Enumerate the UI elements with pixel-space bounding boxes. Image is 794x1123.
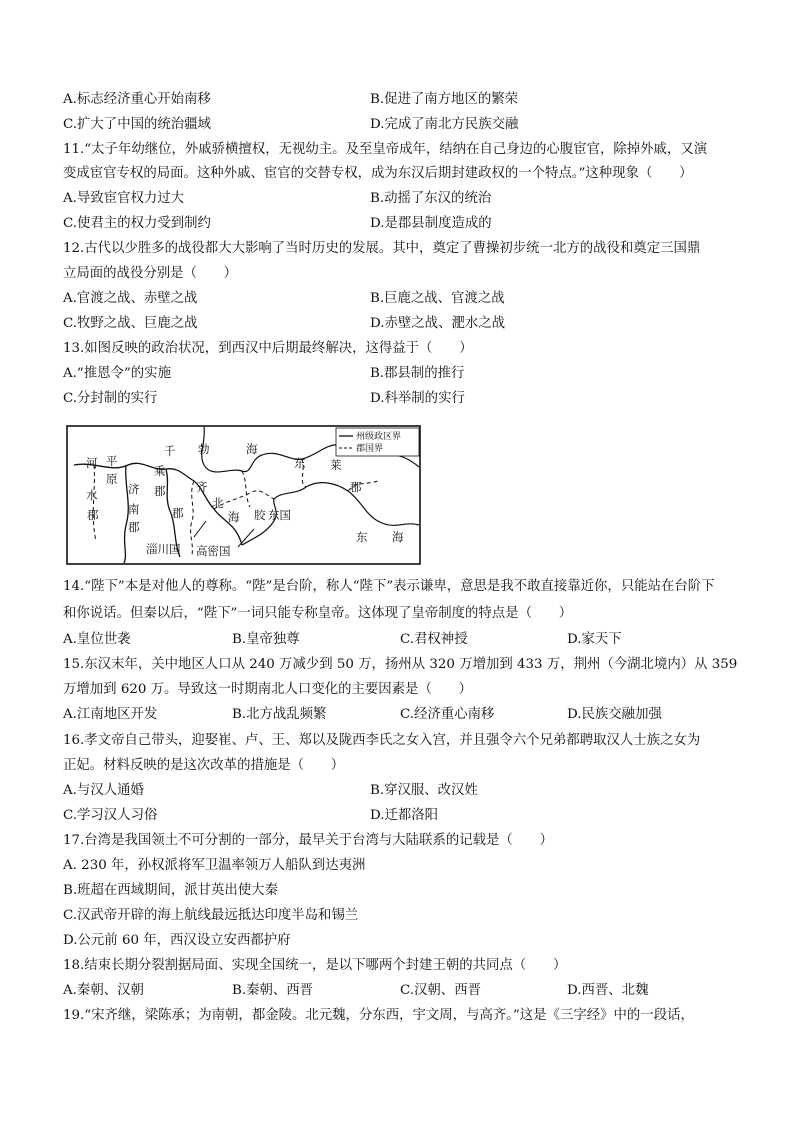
q11-option-c: C.使君主的权力受到制约 xyxy=(63,216,211,231)
q12-option-b: B.巨鹿之战、官渡之战 xyxy=(370,291,505,306)
map-label-cheng: 乘 xyxy=(154,464,166,478)
q14-option-d: D.家天下 xyxy=(567,632,622,647)
map-label-dong: 东 xyxy=(294,456,306,470)
q14-option-a: A.皇位世袭 xyxy=(63,632,131,647)
q16-stem-line2: 正妃。材料反映的是这次改革的措施是（ ） xyxy=(63,758,345,773)
map-label-ping: 平 xyxy=(106,454,118,468)
western-han-fiefdom-map xyxy=(66,425,421,565)
map-label-jiao: 胶 xyxy=(254,508,266,522)
q17-option-a: A. 230 年，孙权派将军卫温率领万人船队到达夷洲 xyxy=(63,858,366,873)
q13-stem: 13.如图反映的政治状况，到西汉中后期最终解决，这得益于（ ） xyxy=(63,341,473,356)
map-label-nan: 南 xyxy=(128,502,140,516)
map-label-yuan: 原 xyxy=(106,472,118,486)
q17-option-b: B.班超在西域期间，派甘英出使大秦 xyxy=(63,883,278,898)
q15-option-a: A.江南地区开发 xyxy=(63,707,158,722)
map-label-gaomi: 高密国 xyxy=(196,544,231,558)
q10-option-c: C.扩大了中国的统治疆域 xyxy=(63,117,211,132)
q12-stem-line2: 立局面的战役分别是（ ） xyxy=(63,266,238,281)
map-label-lai: 莱 xyxy=(330,458,342,472)
map-label-hai2: 海 xyxy=(228,510,240,524)
q16-option-d: D.迁都洛阳 xyxy=(370,808,439,823)
map-label-bei: 北 xyxy=(212,496,224,510)
q16-option-b: B.穿汉服、改汉姓 xyxy=(370,783,478,798)
q14-option-c: C.君权神授 xyxy=(400,632,468,647)
q15-option-b: B.北方战乱频繁 xyxy=(232,707,327,722)
q11-option-d: D.是郡县制度造成的 xyxy=(370,216,492,231)
q14-stem-line2: 和你说话。但秦以后，“陛下”一词只能专称皇帝。这体现了皇帝制度的特点是（ ） xyxy=(63,606,573,621)
q13-option-d: D.科举制的实行 xyxy=(370,391,465,406)
map-label-ji: 济 xyxy=(128,482,140,496)
q15-option-d: D.民族交融加强 xyxy=(567,707,662,722)
q12-option-c: C.牧野之战、巨鹿之战 xyxy=(63,316,198,331)
q15-option-c: C.经济重心南移 xyxy=(400,707,495,722)
q14-stem-line1: 14.“陛下”本是对他人的尊称。“陛”是台阶，称人“陛下”表示谦卑，意思是我不敢直接靠近你，只能站在台阶下 xyxy=(63,579,715,594)
q18-option-d: D.西晋、北魏 xyxy=(567,983,649,998)
q10-option-a: A.标志经济重心开始南移 xyxy=(63,92,211,107)
q16-option-c: C.学习汉人习俗 xyxy=(63,808,158,823)
map-label-jiaodong: 东国 xyxy=(268,508,291,522)
map-label-he: 河 xyxy=(86,456,98,470)
q13-option-a: A.“推恩令”的实施 xyxy=(63,366,171,381)
q15-stem-line1: 15.东汉末年，关中地区人口从 240 万减少到 50 万，扬州从 320 万增加到 433 万，荆州（今湖北境内）从 359 xyxy=(63,657,738,672)
legend-jun-label: 郡国界 xyxy=(356,444,384,454)
q12-option-d: D.赤壁之战、淝水之战 xyxy=(370,316,506,331)
map-label-zichuan: 淄川国 xyxy=(146,542,181,556)
q18-option-c: C.汉朝、西晋 xyxy=(400,983,481,998)
map-label-jun3: 郡 xyxy=(154,484,166,498)
q10-option-d: D.完成了南北方民族交融 xyxy=(370,117,519,132)
q18-option-b: B.秦朝、西晋 xyxy=(232,983,314,998)
q13-option-c: C.分封制的实行 xyxy=(63,391,158,406)
q18-stem: 18.结束长期分裂割据局面、实现全国统一，是以下哪两个封建王朝的共同点（ ） xyxy=(63,958,567,973)
q15-stem-line2: 万增加到 620 万。导致这一时期南北人口变化的主要因素是（ ） xyxy=(63,682,473,697)
q10-option-b: B.促进了南方地区的繁荣 xyxy=(370,92,519,107)
q11-stem-line1: 11.“太子年幼继位，外戚骄横擅权，无视幼主。及至皇帝成年，结纳在自己身边的心腹宦官，除掉外戚，又演 xyxy=(63,142,708,157)
map-label-qi: 齐 xyxy=(196,480,208,494)
map-label-bo: 勃 xyxy=(198,442,210,456)
map-label-jun2: 郡 xyxy=(128,520,140,534)
map-label-jun1: 郡 xyxy=(87,508,99,522)
q13-option-b: B.郡县制的推行 xyxy=(370,366,465,381)
map-label-hai: 海 xyxy=(246,442,258,456)
q11-stem-line2: 变成宦官专权的局面。这种外戚、宦官的交替专权，成为东汉后期封建政权的一个特点。”这种现象（ ） xyxy=(63,166,693,181)
map-label-shui: 水 xyxy=(86,488,98,502)
q16-option-a: A.与汉人通婚 xyxy=(63,783,144,798)
q12-stem-line1: 12.古代以少胜多的战役都大大影响了当时历史的发展。其中，奠定了曹操初步统一北方的战役和奠定三国鼎 xyxy=(63,241,701,256)
q17-stem: 17.台湾是我国领土不可分割的一部分，最早关于台湾与大陆联系的记载是（ ） xyxy=(63,833,553,848)
q17-option-d: D.公元前 60 年，西汉设立安西都护府 xyxy=(63,933,291,948)
q18-option-a: A.秦朝、汉朝 xyxy=(63,983,144,998)
q11-option-b: B.动摇了东汉的统治 xyxy=(370,191,492,206)
q14-option-b: B.皇帝独尊 xyxy=(232,632,300,647)
q17-option-c: C.汉武帝开辟的海上航线最远抵达印度半岛和锡兰 xyxy=(63,908,359,923)
map-label-jun4: 郡 xyxy=(172,506,184,520)
map-label-donghai2: 海 xyxy=(392,530,404,544)
q11-option-a: A.导致宦官权力过大 xyxy=(63,191,185,206)
map-label-donghai1: 东 xyxy=(356,530,368,544)
q12-option-a: A.官渡之战、赤壁之战 xyxy=(63,291,198,306)
q19-stem: 19.“宋齐继，梁陈承；为南朝，都金陵。北元魏，分东西，宇文周，与高齐。”这是《三字经》中的一段话， xyxy=(63,1008,694,1023)
q16-stem-line1: 16.孝文帝自己带头，迎娶崔、卢、王、郑以及陇西李氏之女入宫，并且强令六个兄弟都聘取汉人士族之女为 xyxy=(63,733,701,748)
legend-zhou-label: 州级政区界 xyxy=(356,432,402,442)
map-label-qian: 千 xyxy=(164,444,176,458)
map-label-jun5: 郡 xyxy=(350,480,362,494)
